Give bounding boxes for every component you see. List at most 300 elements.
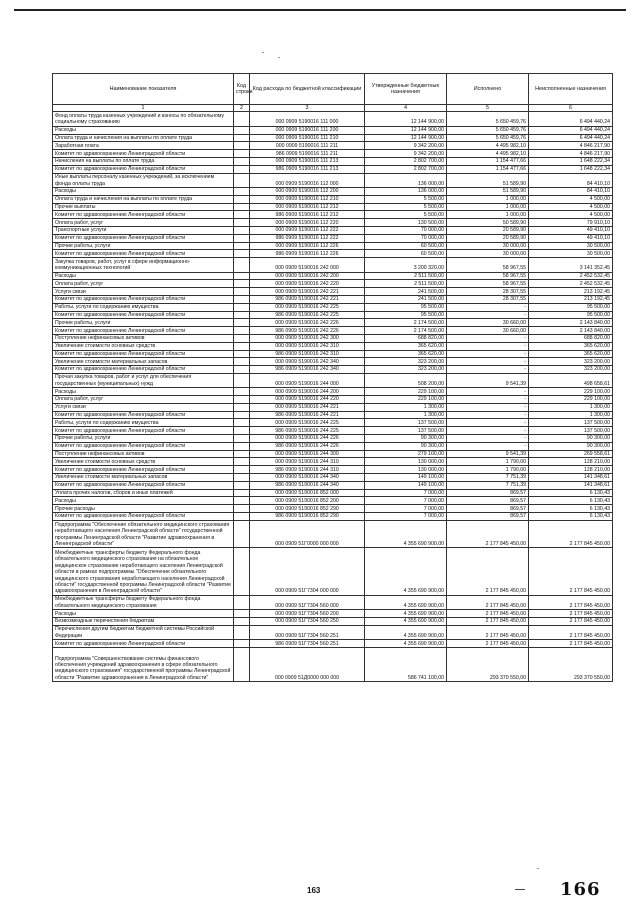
row-name: Закупка товаров, работ, услуг в сфере информационно-коммуникационных технологий [53,258,234,272]
row-unexecuted: 95 500,00 [529,311,613,319]
row-expense-code: 000 0909 5190016 242 300 [250,334,365,342]
row-unexecuted: 4 500,00 [529,195,613,203]
table-row [53,295,613,303]
column-number: 3 [250,105,365,112]
row-name: Поступление нефинансовых активов [53,450,234,458]
row-name: Увеличение стоимости материальных запасов [53,474,234,482]
row-approved: 149 100,00 [365,474,447,482]
table-row [53,250,613,258]
row-executed: - [447,419,529,427]
row-executed: - [447,411,529,419]
row-expense-code: 000 0909 5190016 244 200 [250,388,365,396]
row-unexecuted: 1 648 222,34 [529,165,613,173]
row-executed: 2 177 845 450,00 [447,625,529,639]
row-expense-code: 986 0909 5190016 111 211 [250,150,365,158]
row-name: Увеличение стоимости основных средств [53,342,234,350]
row-unexecuted: 229 100,00 [529,396,613,404]
row-unexecuted: 84 410,10 [529,187,613,195]
row-approved: 4 355 690 900,00 [365,520,447,548]
row-executed: 30 660,00 [447,319,529,327]
row-expense-code: 000 0909 5190016 852 290 [250,505,365,513]
row-line-code [234,250,250,258]
table-row [53,435,613,443]
row-approved: 1 300,00 [365,411,447,419]
row-approved: 137 500,00 [365,419,447,427]
budget-execution-sheet [52,73,612,682]
row-unexecuted: 6 494 440,24 [529,126,613,134]
row-approved: 1 300,00 [365,403,447,411]
row-name: Иные выплаты персоналу казенных учреждений, за исключением фонда оплаты труда [53,173,234,187]
row-name: Комитет по здравоохранению Ленинградской области [53,311,234,319]
table-row [53,327,613,335]
table-row [53,165,613,173]
row-name: Оплата работ, услуг [53,219,234,227]
row-name: Комитет по здравоохранению Ленинградской области [53,211,234,219]
row-line-code [234,548,250,595]
row-expense-code: 000 0909 5190016 244 220 [250,396,365,404]
stamped-sheet-number: 166 [560,879,601,900]
row-executed: 2 177 845 450,00 [447,640,529,648]
row-executed: 1 000,00 [447,195,529,203]
row-line-code [234,303,250,311]
row-unexecuted: 365 620,00 [529,342,613,350]
row-unexecuted: 137 500,00 [529,427,613,435]
row-approved: 323 200,00 [365,366,447,374]
row-executed: 2 177 845 450,00 [447,618,529,626]
row-unexecuted: 90 300,00 [529,435,613,443]
row-approved: 2 511 500,00 [365,272,447,280]
row-approved: 70 000,00 [365,234,447,242]
row-line-code [234,396,250,404]
row-expense-code: 986 0909 5190016 112 226 [250,250,365,258]
row-executed: 2 177 845 450,00 [447,520,529,548]
row-line-code [234,373,250,387]
row-name: Комитет по здравоохранению Ленинградской области [53,481,234,489]
table-row [53,342,613,350]
row-name: Комитет по здравоохранению Ленинградской области [53,327,234,335]
row-name: Комитет по здравоохранению Ленинградской области [53,250,234,258]
row-executed: 50 589,90 [447,219,529,227]
row-expense-code: 000 0909 5190016 244 000 [250,373,365,387]
row-name: Комитет по здравоохранению Ленинградской области [53,234,234,242]
row-executed: 2 177 845 450,00 [447,610,529,618]
table-row [53,272,613,280]
row-unexecuted: 688 820,00 [529,334,613,342]
row-line-code [234,481,250,489]
table-row [53,187,613,195]
row-line-code [234,466,250,474]
row-executed: - [447,342,529,350]
row-approved: 2 802 700,00 [365,165,447,173]
row-approved: 136 000,00 [365,173,447,187]
row-expense-code: 986 0909 5190016 244 310 [250,466,365,474]
row-line-code [234,134,250,142]
row-line-code [234,595,250,609]
row-line-code [234,203,250,211]
row-expense-code: 000 0909 51Г7304 560 000 [250,595,365,609]
row-name: Увеличение стоимости материальных запасов [53,358,234,366]
row-executed: 869,57 [447,489,529,497]
budget-execution-table [52,73,613,682]
row-expense-code: 000 0909 5190016 111 210 [250,134,365,142]
row-name: Прочая закупка товаров, работ и услуг для обеспечения государственных (муниципальных) нужд [53,373,234,387]
row-expense-code: 000 0909 51Д0000 000 000 [250,647,365,681]
row-unexecuted: 141 348,61 [529,474,613,482]
table-row [53,411,613,419]
row-name: Комитет по здравоохранению Ленинградской области [53,442,234,450]
row-executed: 293 370 550,00 [447,647,529,681]
column-number: 6 [529,105,613,112]
row-expense-code: 986 0909 5190016 242 225 [250,311,365,319]
row-executed: - [447,442,529,450]
column-number: 4 [365,105,447,112]
row-expense-code: 000 0909 5190016 244 225 [250,419,365,427]
row-name: Транспортные услуги [53,226,234,234]
row-name: Перечисления другим бюджетам бюджетной системы Российской Федерации [53,625,234,639]
table-row [53,442,613,450]
row-executed: - [447,311,529,319]
row-approved: 12 144 900,00 [365,126,447,134]
column-number: 2 [234,105,250,112]
row-unexecuted: 6 130,43 [529,489,613,497]
row-line-code [234,319,250,327]
table-row [53,647,613,681]
row-executed: 2 177 845 450,00 [447,595,529,609]
row-approved: 5 500,00 [365,203,447,211]
page-number: 163 [307,886,321,895]
row-executed: 20 589,90 [447,226,529,234]
row-line-code [234,242,250,250]
row-line-code [234,350,250,358]
row-executed: 30 000,00 [447,242,529,250]
table-row [53,211,613,219]
row-name: Комитет по здравоохранению Ленинградской области [53,427,234,435]
row-approved: 229 100,00 [365,388,447,396]
row-executed: 30 660,00 [447,327,529,335]
table-row [53,150,613,158]
row-unexecuted: 213 192,45 [529,295,613,303]
row-expense-code: 986 0909 5190016 112 222 [250,234,365,242]
row-executed: - [447,435,529,443]
row-expense-code: 000 0909 5190016 244 226 [250,435,365,443]
row-approved: 7 000,00 [365,513,447,521]
row-name: Заработная плата [53,142,234,150]
row-name: Оплата работ, услуг [53,280,234,288]
row-name: Услуги связи [53,403,234,411]
row-name: Расходы [53,497,234,505]
row-unexecuted: 2 177 845 450,00 [529,625,613,639]
row-name: Подпрограмма "Совершенствование системы финансового обеспечения учреждений здравоохранения в сфере обязательного медицинского страхования" государственной программы Ленинградской области "Развитие здравоохранения в Ленинградской области" [53,647,234,681]
row-name: Уплата прочих налогов, сборов и иных платежей [53,489,234,497]
table-row [53,513,613,521]
row-expense-code: 000 0909 5190016 111 213 [250,157,365,165]
row-unexecuted: 6 494 440,24 [529,112,613,126]
row-expense-code: 000 0909 5190016 852 200 [250,497,365,505]
table-row [53,288,613,296]
row-line-code [234,112,250,126]
row-unexecuted: 2 177 845 450,00 [529,595,613,609]
table-row [53,358,613,366]
row-expense-code: 000 0909 51Г7304 560 200 [250,610,365,618]
scan-speck [278,57,280,58]
row-unexecuted: 2 143 840,00 [529,319,613,327]
row-line-code [234,520,250,548]
row-expense-code: 000 0909 5190016 244 300 [250,450,365,458]
row-approved: 365 620,00 [365,350,447,358]
row-name: Оплата труда и начисления на выплаты по оплате труда [53,195,234,203]
row-line-code [234,427,250,435]
row-approved: 7 000,00 [365,497,447,505]
row-name: Комитет по здравоохранению Ленинградской области [53,411,234,419]
row-approved: 3 200 320,00 [365,258,447,272]
row-approved: 60 500,00 [365,250,447,258]
row-name: Оплата труда и начисления на выплаты по оплате труда [53,134,234,142]
row-executed: 58 967,55 [447,280,529,288]
row-approved: 508 200,00 [365,373,447,387]
table-row [53,618,613,626]
row-approved: 241 500,00 [365,295,447,303]
row-name: Начисления на выплаты по оплате труда [53,157,234,165]
column-number: 5 [447,105,529,112]
table-row [53,366,613,374]
row-executed: 5 650 459,76 [447,112,529,126]
row-unexecuted: 4 846 217,90 [529,150,613,158]
row-approved: 323 200,00 [365,358,447,366]
row-approved: 5 500,00 [365,211,447,219]
table-row [53,505,613,513]
table-row [53,319,613,327]
table-row [53,280,613,288]
row-name: Расходы [53,272,234,280]
row-executed: 58 967,55 [447,272,529,280]
row-approved: 60 500,00 [365,242,447,250]
table-row [53,226,613,234]
row-executed: 58 967,55 [447,258,529,272]
table-row [53,373,613,387]
row-expense-code: 000 0909 5190016 112 220 [250,219,365,227]
row-unexecuted: 30 500,00 [529,250,613,258]
row-line-code [234,474,250,482]
row-expense-code: 000 0909 5190016 112 210 [250,195,365,203]
table-row [53,126,613,134]
row-unexecuted: 141 348,61 [529,481,613,489]
row-expense-code: 986 0909 5190016 244 226 [250,442,365,450]
row-unexecuted: 95 500,00 [529,303,613,311]
row-unexecuted: 3 141 352,45 [529,258,613,272]
row-unexecuted: 498 658,61 [529,373,613,387]
row-approved: 137 500,00 [365,427,447,435]
row-name: Прочие выплаты [53,203,234,211]
row-approved: 4 355 690 900,00 [365,640,447,648]
row-name: Услуги связи [53,288,234,296]
row-name: Комитет по здравоохранению Ленинградской области [53,350,234,358]
row-name: Прочие работы, услуги [53,242,234,250]
row-line-code [234,450,250,458]
header-indicator-name: Наименование показателя [53,74,234,105]
row-expense-code: 000 0909 5190016 111 211 [250,142,365,150]
row-executed: 28 307,55 [447,295,529,303]
row-line-code [234,388,250,396]
row-expense-code: 000 0909 5190016 112 226 [250,242,365,250]
row-line-code [234,126,250,134]
row-line-code [234,195,250,203]
row-name: Прочие расходы [53,505,234,513]
table-row [53,548,613,595]
row-unexecuted: 30 500,00 [529,242,613,250]
row-unexecuted: 79 910,10 [529,219,613,227]
row-expense-code: 000 0909 5190016 242 310 [250,342,365,350]
row-expense-code: 000 0909 5190016 111 200 [250,126,365,134]
row-line-code [234,647,250,681]
row-executed: 5 650 459,76 [447,126,529,134]
row-name: Работы, услуги по содержанию имущества [53,419,234,427]
table-row [53,450,613,458]
row-executed: 20 589,90 [447,234,529,242]
row-line-code [234,288,250,296]
row-name: Межбюджетные трансферты бюджету Федерального фонда обязательного медицинского страхования на обязательное медицинское страхование неработающего населения Ленинградской области в рамках подпрограммы "Обеспечение обязательного медицинского страхования неработающего населения Ленинградской области" государственной программы Ленинградской области "Развитие здравоохранения в Ленинградской области" [53,548,234,595]
row-line-code [234,157,250,165]
row-unexecuted: 229 100,00 [529,388,613,396]
table-row [53,497,613,505]
row-unexecuted: 128 210,00 [529,458,613,466]
row-name: Комитет по здравоохранению Ленинградской области [53,150,234,158]
row-approved: 90 300,00 [365,442,447,450]
table-row [53,427,613,435]
row-line-code [234,497,250,505]
row-line-code [234,489,250,497]
row-line-code [234,311,250,319]
row-approved: 2 174 500,00 [365,319,447,327]
row-approved: 7 000,00 [365,505,447,513]
row-unexecuted: 213 192,45 [529,288,613,296]
table-row [53,134,613,142]
row-line-code [234,442,250,450]
row-expense-code: 000 0909 5190016 112 000 [250,173,365,187]
row-executed: 4 495 982,10 [447,142,529,150]
table-row [53,458,613,466]
row-approved: 9 342 200,00 [365,150,447,158]
row-executed: 1 790,00 [447,458,529,466]
row-name: Комитет по здравоохранению Ленинградской области [53,295,234,303]
row-executed: 869,57 [447,497,529,505]
row-unexecuted: 2 452 532,45 [529,272,613,280]
row-expense-code: 000 0909 5190016 242 221 [250,288,365,296]
row-expense-code: 000 0909 5190016 112 212 [250,203,365,211]
row-approved: 4 355 690 900,00 [365,618,447,626]
row-expense-code: 000 0909 5190016 242 200 [250,272,365,280]
row-approved: 130 500,00 [365,219,447,227]
row-approved: 95 500,00 [365,303,447,311]
table-row [53,419,613,427]
row-approved: 7 000,00 [365,489,447,497]
table-row [53,388,613,396]
row-executed: - [447,334,529,342]
row-executed: - [447,427,529,435]
row-unexecuted: 1 300,00 [529,403,613,411]
row-approved: 5 500,00 [365,195,447,203]
row-executed: - [447,403,529,411]
row-name: Прочие работы, услуги [53,435,234,443]
row-approved: 149 100,00 [365,481,447,489]
table-row [53,195,613,203]
row-unexecuted: 4 500,00 [529,211,613,219]
row-approved: 9 342 200,00 [365,142,447,150]
row-unexecuted: 6 130,43 [529,513,613,521]
row-unexecuted: 6 494 440,24 [529,134,613,142]
row-approved: 586 741 100,00 [365,647,447,681]
row-executed: - [447,303,529,311]
row-expense-code: 986 0909 5190016 242 221 [250,295,365,303]
row-unexecuted: 323 200,00 [529,358,613,366]
row-approved: 4 355 690 900,00 [365,595,447,609]
row-approved: 229 100,00 [365,396,447,404]
row-unexecuted: 2 452 532,45 [529,280,613,288]
row-approved: 2 174 500,00 [365,327,447,335]
row-approved: 136 000,00 [365,187,447,195]
row-name: Подпрограмма "Обеспечение обязательного медицинского страхования неработающего населения Ленинградской области" государственной программы Ленинградской области "Развитие здравоохранения в Ленинградской области" [53,520,234,548]
row-unexecuted: 4 500,00 [529,203,613,211]
row-executed: 9 541,39 [447,373,529,387]
row-name: Расходы [53,187,234,195]
row-expense-code: 986 0909 5190016 244 221 [250,411,365,419]
row-expense-code: 000 0909 5190016 242 000 [250,258,365,272]
row-unexecuted: 365 620,00 [529,350,613,358]
row-unexecuted: 2 177 845 450,00 [529,640,613,648]
row-expense-code: 986 0909 5190016 852 290 [250,513,365,521]
row-expense-code: 000 0909 5190016 242 226 [250,319,365,327]
table-row [53,403,613,411]
row-executed: - [447,358,529,366]
handwritten-dash [515,889,525,890]
row-unexecuted: 293 370 550,00 [529,647,613,681]
row-unexecuted: 84 410,10 [529,173,613,187]
row-executed: - [447,366,529,374]
table-row [53,520,613,548]
row-executed: 4 495 982,10 [447,150,529,158]
row-name: Комитет по здравоохранению Ленинградской области [53,466,234,474]
row-name: Комитет по здравоохранению Ленинградской области [53,640,234,648]
row-executed: - [447,350,529,358]
row-name: Расходы [53,610,234,618]
row-line-code [234,334,250,342]
table-row [53,142,613,150]
column-number: 1 [53,105,234,112]
row-expense-code: 986 0909 5190016 244 340 [250,481,365,489]
row-approved: 130 000,00 [365,466,447,474]
table-row [53,334,613,342]
row-line-code [234,234,250,242]
row-expense-code: 000 0909 5190016 242 220 [250,280,365,288]
row-executed: 28 307,55 [447,288,529,296]
row-unexecuted: 6 130,43 [529,497,613,505]
row-executed: - [447,396,529,404]
row-expense-code: 000 0909 5190016 112 222 [250,226,365,234]
row-name: Оплата работ, услуг [53,396,234,404]
header-expense-code: Код расхода по бюджетной классификации [250,74,365,105]
scan-speck [262,52,264,53]
column-number-row [53,105,613,112]
row-executed: 7 751,39 [447,474,529,482]
row-executed: 51 589,90 [447,173,529,187]
row-line-code [234,295,250,303]
row-line-code [234,142,250,150]
row-unexecuted: 1 648 222,34 [529,157,613,165]
row-line-code [234,403,250,411]
row-unexecuted: 1 300,00 [529,411,613,419]
row-name: Работы, услуги по содержанию имущества [53,303,234,311]
table-row [53,234,613,242]
row-expense-code: 986 0909 51Г7304 560 251 [250,640,365,648]
